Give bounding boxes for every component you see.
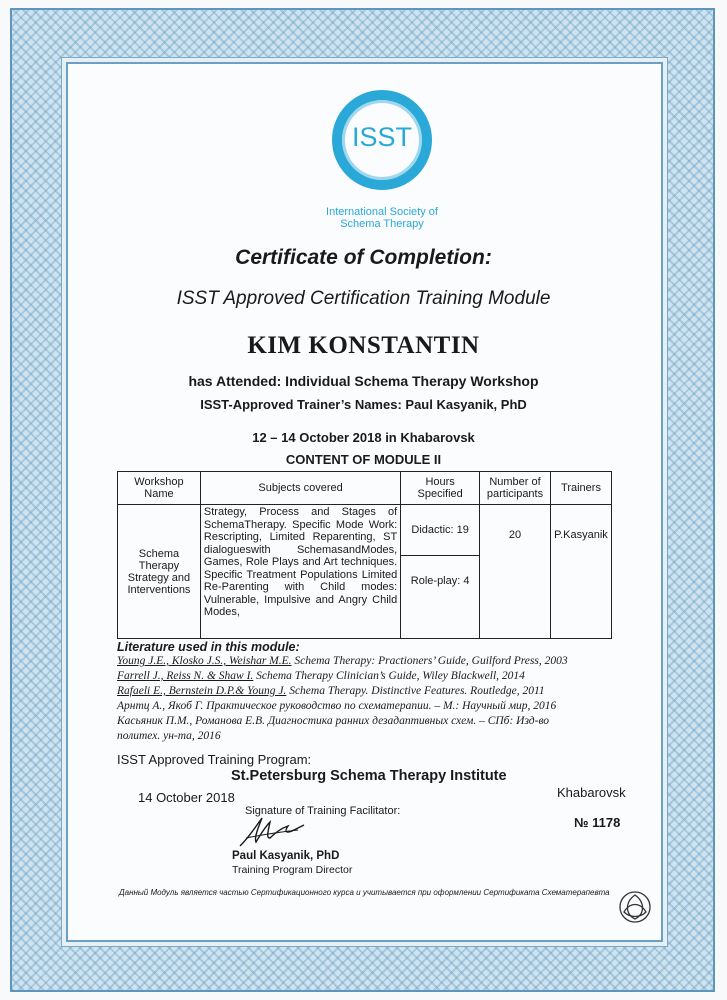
header-trainers: Trainers: [550, 472, 611, 505]
signer-role: Training Program Director: [232, 864, 353, 876]
header-participants: Number of participants: [480, 472, 551, 505]
literature-item: Young J.E., Klosko J.S., Weishar M.E. Schema Therapy: Practioners’ Guide, Guilford Press, 2003: [117, 655, 568, 667]
header-subjects: Subjects covered: [200, 472, 400, 505]
cell-workshop: Schema Therapy Strategy and Interventions: [118, 505, 201, 639]
certificate-subtitle: ISST Approved Certification Training Module: [176, 288, 551, 309]
header-workshop: Workshop Name: [118, 472, 201, 505]
signature-image: [236, 812, 306, 850]
header-hours: Hours Specified: [401, 472, 480, 505]
cell-hours: [401, 505, 480, 639]
literature-item: Farrell J., Reiss N. & Shaw I. Schema Therapy Clinician’s Guide, Wiley Blackwell, 2014: [117, 670, 525, 682]
attended-line: has Attended: Individual Schema Therapy Workshop: [188, 373, 539, 389]
trainer-names-line: ISST-Approved Trainer’s Names: Paul Kasyanik, PhD: [200, 397, 527, 412]
program-label: ISST Approved Training Program:: [117, 752, 312, 767]
hours-roleplay: Role-play: 4: [410, 575, 470, 587]
issue-city: Khabarovsk: [557, 785, 626, 800]
org-line-2: Schema Therapy: [340, 218, 424, 230]
cell-participants: 20: [480, 505, 551, 639]
signer-name: Paul Kasyanik, PhD: [232, 850, 340, 862]
table-header-row: [118, 472, 612, 505]
module-table: [117, 471, 612, 639]
literature-item: политех. ун-та, 2016: [117, 730, 221, 742]
certificate-title: Certificate of Completion:: [235, 246, 492, 269]
literature-heading: Literature used in this module:: [117, 640, 300, 654]
signature-label: Signature of Training Facilitator:: [245, 805, 401, 817]
celtic-knot-icon: [618, 890, 652, 924]
hours-didactic: Didactic: 19: [401, 505, 479, 556]
workshop-dates: 12 – 14 October 2018 in Khabarovsk: [252, 430, 475, 445]
organization-name: [300, 206, 464, 230]
institute-name: St.Petersburg Schema Therapy Institute: [231, 768, 507, 784]
certificate-number: № 1178: [574, 815, 621, 830]
module-title: CONTENT OF MODULE II: [285, 452, 442, 467]
org-line-1: International Society of: [326, 206, 438, 218]
table-row: [118, 505, 612, 639]
issue-date: 14 October 2018: [138, 790, 235, 805]
literature-item: Rafaeli E., Bernstein D.P.& Young J. Schema Therapy. Distinctive Features. Routledge, 2011: [117, 685, 545, 697]
footer-note: Данный Модуль является частью Сертификационного курса и учитывается при оформлении Сертификата Схематерапевта: [119, 888, 610, 897]
literature-item: Касьяник П.М., Романова Е.В. Диагностика ранних дезадаптивных схем. – СПб: Изд-во: [117, 715, 550, 727]
literature-item: Арнтц А., Якоб Г. Практическое руководство по схематерапии. – М.: Научный мир, 2016: [117, 700, 557, 712]
cell-subjects: Strategy, Process and Stages of SchemaTherapy. Specific Mode Work: Rescripting, Limited Reparenting, ST dialogueswith SchemasandModes, Games, Role Plays and Art techniques. Specific Treatment Populations Limited Re-Parenting with Child modes: Vulnerable, Impulsive and Angry Child Modes,: [200, 505, 400, 639]
isst-logo-text: ISST: [351, 122, 412, 152]
recipient-name: KIM KONSTANTIN: [247, 332, 480, 359]
cell-trainers: P.Kasyanik: [550, 505, 611, 639]
